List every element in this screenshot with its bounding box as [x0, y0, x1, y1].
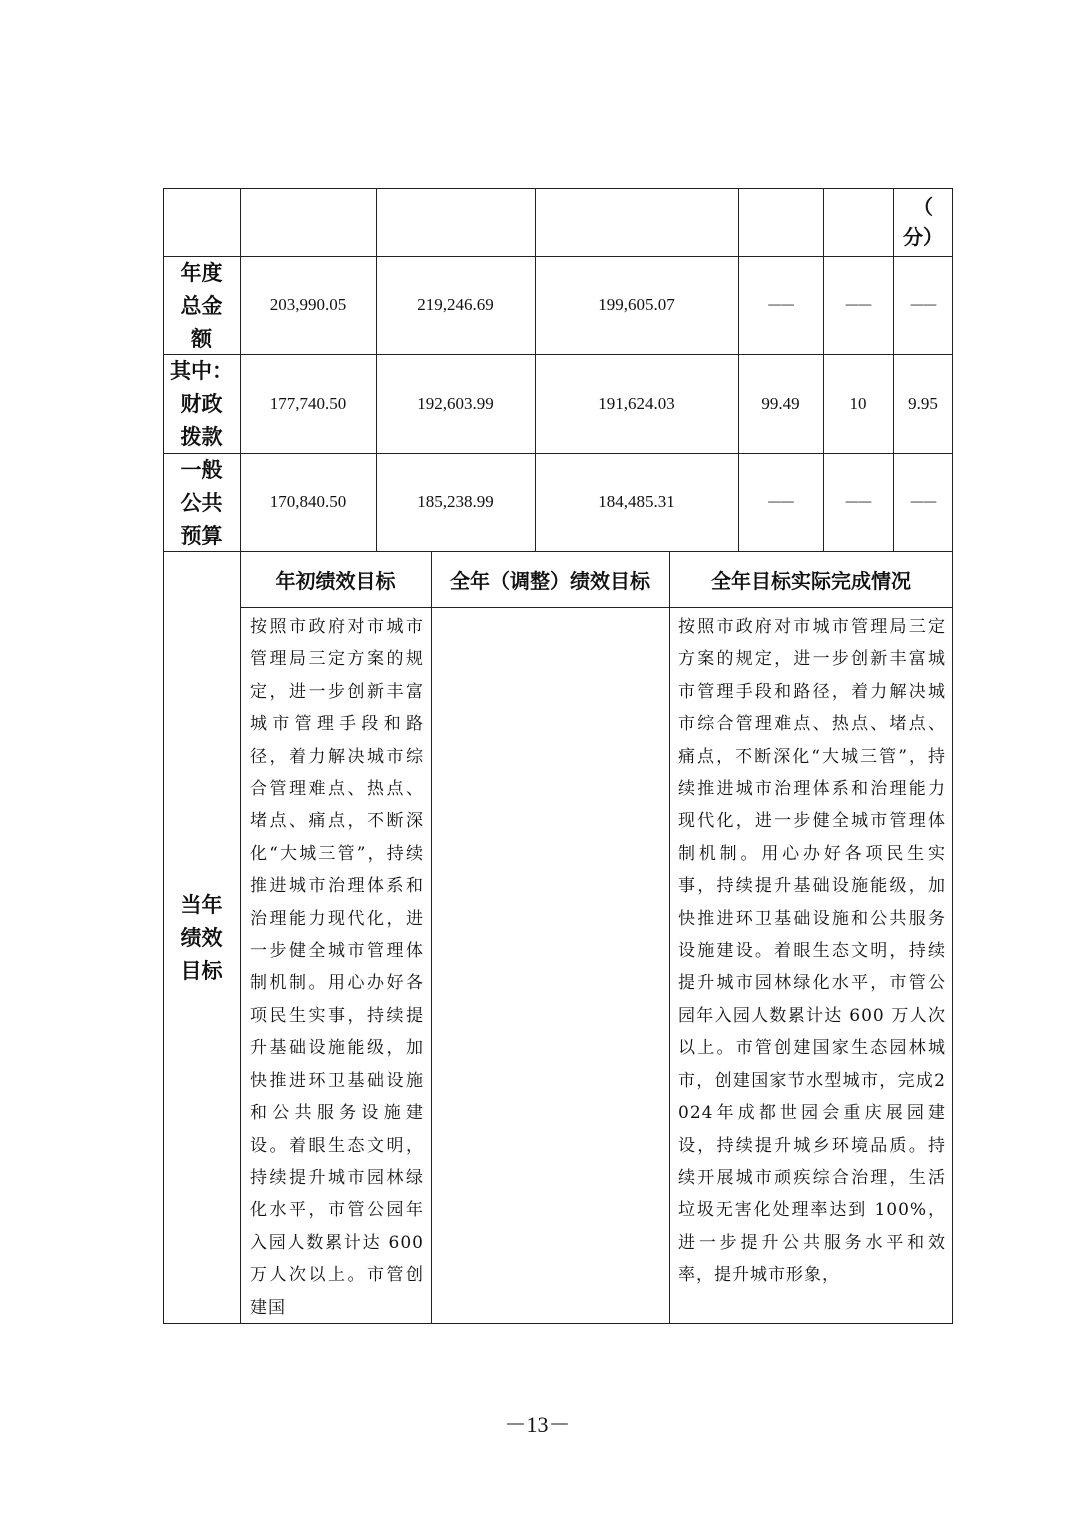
rate-value: —— — [767, 297, 794, 313]
budget-start-value: 203,990.05 — [269, 295, 347, 314]
score-unit-header: （ 分） — [903, 195, 943, 249]
budget-full-value: 185,238.99 — [417, 492, 494, 511]
rate-value: 99.49 — [761, 393, 800, 413]
score-value: —— — [910, 297, 936, 313]
row-label-fiscal: 其中： 财政 拨款 — [170, 358, 233, 449]
weight-value: —— — [845, 297, 871, 313]
weight-value: 10 — [849, 393, 867, 413]
initial-goal-text: 按照市政府对市城市管理局三定方案的规定，进一步创新丰富城市管理手段和路径，着力解决城市综合管理难点、热点、堵点、痛点，不断深化“大城三管”，持续推进城市治理体系和治理能力现代化，进一步健全城市管理体制机制。用心办好各项民生实事，持续提升基础设施能级，加快推进环卫基础设施和公共服务设施建设。着眼生态文明，持续提升城市园林绿化水平，市管公园年入园人数累计达 600 万人次以上。市管创建国 — [250, 617, 424, 1318]
budget-full-value: 219,246.69 — [417, 295, 494, 314]
initial-goal-header: 年初绩效目标 — [275, 568, 396, 593]
row-label-annual-total: 年度 总金 额 — [180, 259, 223, 351]
adjusted-goal-header: 全年（调整）绩效目标 — [450, 568, 650, 593]
actual-value: 184,485.31 — [598, 492, 675, 511]
adjusted-goal-text — [439, 611, 661, 1323]
budget-full-value: 192,603.99 — [417, 393, 494, 413]
budget-start-value: 170,840.50 — [269, 492, 347, 511]
rate-value: —— — [767, 494, 794, 510]
budget-start-value: 177,740.50 — [269, 393, 347, 413]
actual-value: 199,605.07 — [598, 295, 675, 314]
page-number: －13－ — [504, 1412, 571, 1437]
actual-completion-header: 全年目标实际完成情况 — [711, 568, 911, 593]
weight-value: —— — [845, 494, 871, 510]
actual-value: 191,624.03 — [598, 393, 675, 413]
row-label-general-budget: 一般 公共 预算 — [180, 456, 223, 548]
performance-table — [163, 188, 953, 1324]
goals-row-label: 当年 绩效 目标 — [180, 892, 223, 983]
score-value: —— — [910, 494, 936, 510]
score-value: 9.95 — [908, 393, 938, 413]
actual-completion-text: 按照市政府对市城市管理局三定方案的规定，进一步创新丰富城市管理手段和路径，着力解决城市综合管理难点、热点、堵点、痛点，不断深化“大城三管”，持续推进城市治理体系和治理能力现代化，进一步健全城市管理体制机制。用心办好各项民生实事，持续提升基础设施能级，加快推进环卫基础设施和公共服务设施建设。着眼生态文明，持续提升城市园林绿化水平，市管公园年入园人数累计达 600 万人次以上。市管创建国家生态园林城市，创建国家节水型城市，完成2024年成都世园会重庆展园建设，持续提升城乡环境品质。持续开展城市顽疾综合治理，生活垃圾无害化处理率达到 100%，进一步提升公共服务水平和效率，提升城市形象， — [678, 617, 946, 1286]
